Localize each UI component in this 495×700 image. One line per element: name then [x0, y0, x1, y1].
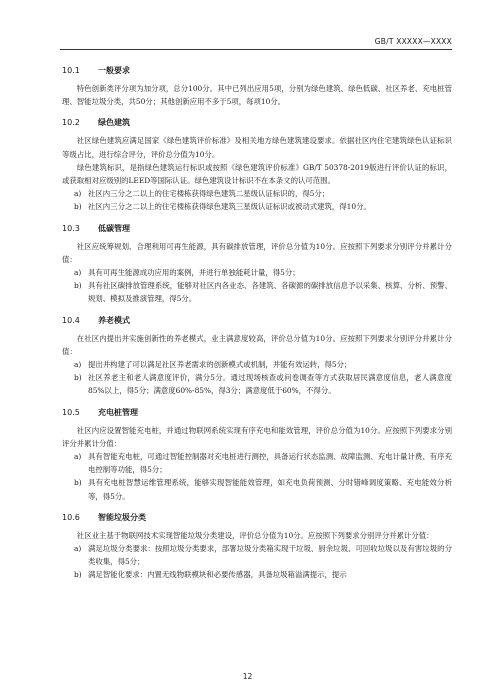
section-heading: [62, 512, 452, 523]
section-number: 10.1: [62, 66, 80, 75]
list-item: [62, 200, 452, 213]
paragraph: 社区内应设置智能充电桩，并通过物联网系统实现有序充电和能效管理，评价总分值为10分。应按照下列要求分别评分并累计分值：: [62, 425, 452, 448]
list-marker: b): [74, 570, 82, 580]
section-10-5: [62, 407, 452, 503]
list-marker: b): [74, 373, 82, 383]
section-heading: [62, 117, 452, 128]
section-10-2: [62, 117, 452, 213]
list-item: [62, 371, 452, 397]
list-item: [62, 542, 452, 568]
list-item: [62, 266, 452, 279]
section-title: 智能垃圾分类: [98, 512, 146, 522]
list-item: [62, 358, 452, 371]
list-item: [62, 568, 452, 581]
list-marker: b): [74, 281, 82, 291]
paragraph: 特色创新类评分项为加分项，总分100分。其中已列出应用5项，分别为绿色建筑、绿色低碳、社区养老、充电桩管理、智能垃圾分类，共50分；其他创新应用不多于5项，每项10分。: [62, 84, 452, 107]
list-item-text: 满足垃圾分类要求：按照垃圾分类要求，部署垃圾分类箱实现干垃圾、厨余垃圾、可回收垃圾以及有害垃圾的分类收集，得5分；: [88, 544, 452, 567]
paragraph: 社区业主基于物联网技术实现智能垃圾分类建设，评价总分值为10分。应按照下列要求分别评分并累计分值：: [76, 530, 434, 540]
list-item: [62, 476, 452, 502]
header-rule: [60, 49, 452, 50]
list-item-text: 满足智能化要求：内置无线物联模块和必要传感器，具备垃圾箱溢满提示，提示: [88, 570, 347, 580]
list-item-text: 具有社区碳排放管理系统，能够对社区内各业态、各建筑、各碳源的碳排放信息予以采集、核算、分析、预警、规划、模拟及推演管理，得5分。: [88, 281, 452, 304]
list-marker: a): [74, 360, 82, 370]
section-number: 10.5: [62, 407, 80, 417]
list-item-text: 提出并构建了可以满足社区养老需求的创新模式或机制，并能有效运转，得5分；: [88, 360, 352, 370]
list-marker: b): [74, 478, 82, 488]
document-body: [62, 56, 452, 582]
list-marker: a): [74, 189, 82, 199]
list-marker: a): [74, 268, 82, 278]
list-item-text: 具有可再生能源成功应用的案例，并进行单独能耗计量，得5分；: [88, 268, 300, 278]
list-item-text: 社区内三分之二以上的住宅楼栋获得绿色建筑二星级认证标识的，得5分；: [88, 189, 330, 199]
paragraph: 绿色建筑标识，是指绿色建筑运行标识或按照《绿色建筑评价标准》GB/T 50378-2019版进行评价认证的标识，或获取相对应级别的LEED等国际认证。绿色建筑设计标识不在本条文的认可范围。: [62, 162, 452, 186]
section-number: 10.4: [62, 315, 80, 325]
list-item-text: 社区养老主和老人满意度评价，满分5分。通过现场核查或问卷调查等方式获取居民满意度信息，老人满意度85%以上，得5分；满意度60%-85%，得3分；满意度低于60%，不得分。: [88, 373, 452, 396]
paragraph: 社区绿色建筑应满足国家《绿色建筑评价标准》及相关地方绿色建筑建设要求。依据社区内住宅建筑绿色认证标识等级占比，进行综合评分，评价总分值为10分。: [62, 136, 452, 159]
section-title: 一般要求: [98, 66, 130, 75]
section-title: 低碳管理: [98, 223, 130, 233]
paragraph: 社区应统筹规划、合理利用可再生能源，具有碳排放管理，评价总分值为10分。应按照下列要求分别评分并累计分值：: [62, 241, 452, 264]
section-10-6: [62, 512, 452, 582]
section-10-1: [62, 65, 452, 108]
section-heading: [62, 65, 452, 76]
section-heading: [62, 407, 452, 418]
section-10-4: [62, 315, 452, 398]
list-item: [62, 187, 452, 200]
list-marker: b): [74, 202, 82, 212]
list-item: [62, 279, 452, 305]
section-number: 10.3: [62, 223, 80, 233]
list-item-text: 具有充电桩智慧运维管理系统，能够实现智能能效管理，如充电负荷预测、分时错峰调度策略、充电能效分析等，得5分。: [88, 478, 452, 501]
section-number: 10.6: [62, 512, 80, 522]
section-title: 养老模式: [98, 315, 130, 325]
standard-code: GB/T XXXXX—XXXX: [374, 37, 452, 46]
section-heading: [62, 223, 452, 234]
section-heading: [62, 315, 452, 326]
list-marker: a): [74, 452, 82, 462]
section-title: 绿色建筑: [98, 118, 130, 128]
section-number: 10.2: [62, 118, 80, 128]
section-10-3: [62, 223, 452, 306]
list-marker: a): [74, 544, 82, 554]
list-item: [62, 450, 452, 476]
list-item-text: 具有智能充电桩，可通过智能控制器对充电桩进行测控，具备运行状态监测、故障监测、充电计量计费、有序充电控制等功能，得5分；: [88, 452, 452, 475]
section-title: 充电桩管理: [98, 407, 138, 417]
page-number: 12: [242, 672, 253, 681]
paragraph: 在社区内提出并实施创新性的养老模式，业主满意度较高，评价总分值为10分。应按照下列要求分别评分并累计分值：: [62, 333, 452, 356]
list-item-text: 社区内三分之二以上的住宅楼栋获得绿色建筑三星级认证标识或被动式建筑，得10分。: [88, 202, 371, 212]
